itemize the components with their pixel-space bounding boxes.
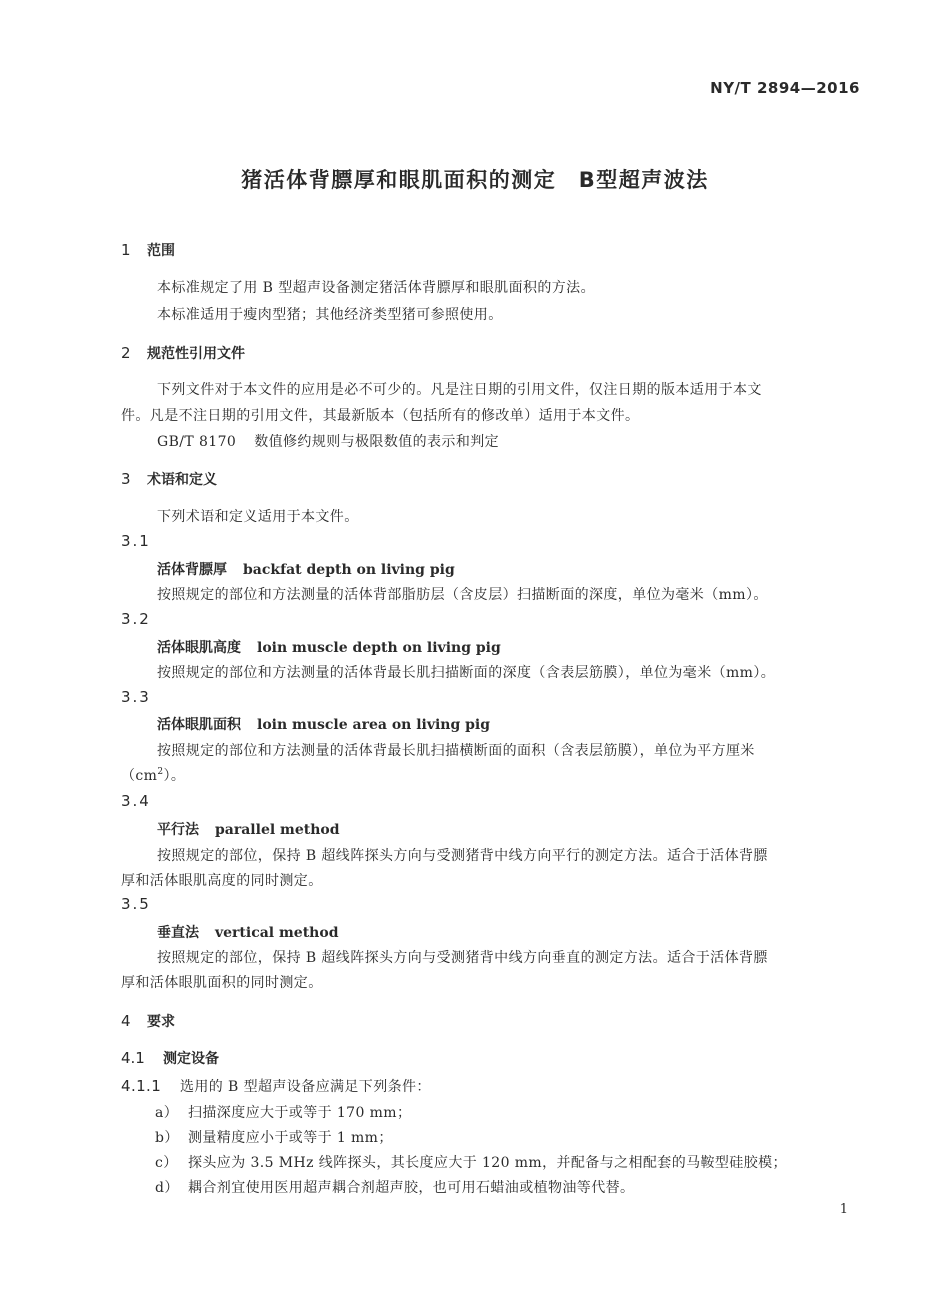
term-en: vertical method: [215, 925, 339, 941]
section-1-heading: [121, 240, 175, 260]
paragraph: 本标准规定了用 B 型超声设备测定猪活体背膘厚和眼肌面积的方法。: [157, 280, 595, 296]
section-2-heading: [121, 343, 245, 363]
term-definition: 按照规定的部位，保持 B 超线阵探头方向与受测猪背中线方向垂直的测定方法。适合于活体背膘: [157, 950, 768, 966]
term-en: loin muscle area on living pig: [257, 717, 491, 733]
section-number: 1: [121, 241, 131, 259]
term-en: parallel method: [215, 822, 340, 838]
term-definition-cont: 厚和活体眼肌面积的同时测定。: [121, 975, 323, 991]
section-number: 4: [121, 1012, 131, 1030]
clause-text: 选用的 B 型超声设备应满足下列条件：: [180, 1079, 431, 1095]
unit-text: （cm: [121, 768, 158, 784]
paragraph: 下列术语和定义适用于本文件。: [157, 509, 359, 525]
document-title: 猪活体背膘厚和眼肌面积的测定 B型超声波法: [241, 168, 709, 192]
reference-code: GB/T 8170: [157, 434, 237, 450]
list-text: 耦合剂宜使用医用超声耦合剂超声胶，也可用石蜡油或植物油等代替。: [188, 1180, 635, 1196]
normative-reference: [157, 431, 499, 451]
list-item: [155, 1102, 411, 1122]
list-item: [155, 1127, 393, 1147]
term-heading: [157, 922, 338, 942]
reference-title: 数值修约规则与极限数值的表示和判定: [254, 434, 500, 450]
page-number: 1: [839, 1202, 848, 1217]
term-heading: [157, 637, 501, 657]
term-cn: 活体眼肌高度: [157, 640, 241, 656]
term-cn: 活体眼肌面积: [157, 717, 241, 733]
paragraph-line: 件。凡是不注日期的引用文件，其最新版本（包括所有的修改单）适用于本文件。: [121, 408, 640, 424]
term-number: 3.3: [121, 688, 151, 706]
section-title: 范围: [147, 243, 175, 259]
term-cn: 活体背膘厚: [157, 562, 227, 578]
term-number: 3.1: [121, 532, 151, 550]
subsection-title: 测定设备: [163, 1051, 219, 1067]
term-definition: 按照规定的部位和方法测量的活体背部脂肪层（含皮层）扫描断面的深度，单位为毫米（mm）。: [157, 587, 768, 603]
term-number: 3.4: [121, 792, 151, 810]
superscript: 2: [157, 767, 164, 777]
clause-number: 4.1.1: [121, 1077, 162, 1095]
list-item: [155, 1177, 634, 1197]
list-marker: a）: [155, 1105, 179, 1121]
section-title: 规范性引用文件: [147, 346, 245, 362]
term-en: loin muscle depth on living pig: [257, 640, 501, 656]
term-number: 3.5: [121, 895, 151, 913]
term-cn: 平行法: [157, 822, 199, 838]
list-marker: d）: [155, 1180, 179, 1196]
section-4-heading: [121, 1011, 175, 1031]
section-title: 要求: [147, 1014, 175, 1030]
list-marker: b）: [155, 1130, 179, 1146]
term-definition: 按照规定的部位，保持 B 超线阵探头方向与受测猪背中线方向平行的测定方法。适合于活体背膘: [157, 848, 768, 864]
paragraph: 本标准适用于瘦肉型猪；其他经济类型猪可参照使用。: [157, 307, 503, 323]
term-heading: [157, 714, 490, 734]
paragraph-line: 下列文件对于本文件的应用是必不可少的。凡是注日期的引用文件，仅注日期的版本适用于本文: [157, 382, 762, 398]
section-3-heading: [121, 469, 217, 489]
term-definition-cont: 厚和活体眼肌高度的同时测定。: [121, 873, 323, 889]
term-definition: 按照规定的部位和方法测量的活体背最长肌扫描横断面的面积（含表层筋膜），单位为平方厘米: [157, 743, 755, 759]
term-heading: [157, 559, 455, 579]
section-number: 2: [121, 344, 131, 362]
list-item: [155, 1152, 787, 1172]
clause: [121, 1076, 431, 1096]
standard-code: NY/T 2894—2016: [710, 79, 860, 97]
list-marker: c）: [155, 1155, 178, 1171]
subsection-number: 4.1: [121, 1049, 145, 1067]
subsection-heading: [121, 1048, 219, 1068]
term-en: backfat depth on living pig: [243, 562, 455, 578]
section-number: 3: [121, 470, 131, 488]
term-heading: [157, 819, 340, 839]
unit-text: ）。: [163, 768, 186, 784]
list-text: 扫描深度应大于或等于 170 mm；: [188, 1105, 412, 1121]
list-text: 探头应为 3.5 MHz 线阵探头，其长度应大于 120 mm，并配备与之相配套的马鞍型硅胶模；: [188, 1155, 787, 1171]
term-number: 3.2: [121, 610, 151, 628]
list-text: 测量精度应小于或等于 1 mm；: [188, 1130, 393, 1146]
term-definition: 按照规定的部位和方法测量的活体背最长肌扫描断面的深度（含表层筋膜），单位为毫米（mm）。: [157, 665, 776, 681]
term-cn: 垂直法: [157, 925, 199, 941]
term-definition-cont: [121, 765, 185, 785]
section-title: 术语和定义: [147, 472, 217, 488]
